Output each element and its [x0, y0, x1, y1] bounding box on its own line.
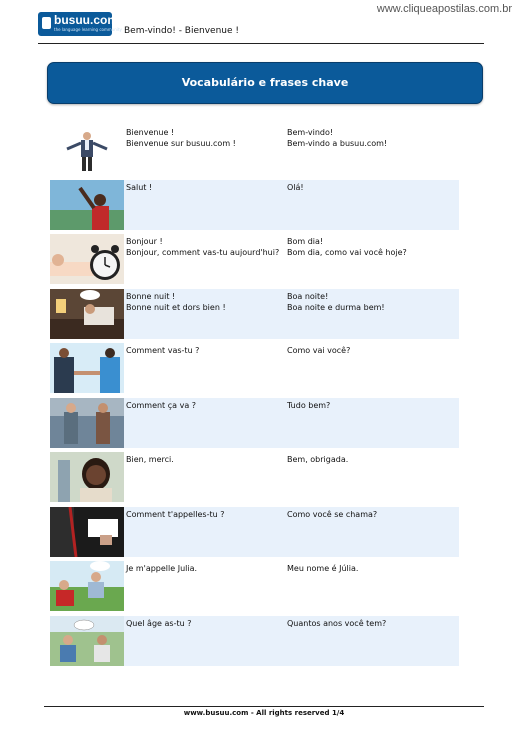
table-row	[50, 507, 459, 557]
portuguese-phrase	[287, 291, 457, 313]
portuguese-phrase-line: Meu nome é Júlia.	[287, 564, 359, 573]
header-title: Bem-vindo! - Bienvenue !	[124, 26, 240, 36]
french-phrase-line: Bienvenue !	[126, 128, 175, 137]
portuguese-phrase-line: Tudo bem?	[287, 400, 331, 410]
portuguese-phrase	[287, 345, 457, 356]
page-header	[38, 12, 484, 44]
portuguese-phrase-line: Bom dia, como vai você hoje?	[287, 248, 407, 257]
friends-on-grass-photo	[50, 561, 124, 611]
portuguese-phrase	[287, 182, 457, 193]
portuguese-phrase-line: Bem-vindo!	[287, 128, 334, 137]
table-row	[50, 452, 459, 502]
portuguese-phrase	[287, 400, 457, 411]
french-phrase-line: Je m'appelle Julia.	[126, 564, 198, 573]
french-phrase-line: Bonjour, comment vas-tu aujourd'hui?	[126, 248, 280, 257]
french-phrase	[126, 618, 286, 629]
logo-text: busuu.com	[54, 13, 119, 27]
table-row	[50, 561, 459, 611]
french-phrase-line: Bonjour !	[126, 237, 163, 246]
french-phrase	[126, 182, 286, 193]
french-phrase	[126, 563, 286, 574]
smiling-woman-photo	[50, 452, 124, 502]
alarm-clock-photo	[50, 234, 124, 284]
footer-text: www.busuu.com - All rights reserved 1/4	[183, 709, 345, 717]
vocabulary-table	[50, 125, 459, 670]
table-row	[50, 234, 459, 284]
portuguese-phrase-line: Bem, obrigada.	[287, 455, 349, 464]
section-banner	[47, 62, 483, 104]
french-phrase-line: Quel âge as-tu ?	[126, 618, 192, 628]
bedroom-photo	[50, 289, 124, 339]
portuguese-phrase-line: Quantos anos você tem?	[287, 618, 387, 628]
french-phrase-line: Bonne nuit et dors bien !	[126, 302, 226, 312]
french-phrase-line: Bienvenue sur busuu.com !	[126, 139, 236, 148]
french-phrase	[126, 291, 286, 313]
friends-with-speech-bubble-photo	[50, 616, 124, 666]
logo-tagline: the language learning community	[54, 27, 122, 32]
business-card-photo	[50, 507, 124, 557]
portuguese-phrase	[287, 509, 457, 520]
table-row	[50, 180, 459, 230]
table-row	[50, 125, 459, 175]
french-phrase-line: Comment ça va ?	[126, 400, 197, 410]
table-row	[50, 289, 459, 339]
table-row	[50, 616, 459, 666]
two-men-talking-photo	[50, 398, 124, 448]
man-waving-photo	[50, 180, 124, 230]
portuguese-phrase-line: Olá!	[287, 182, 304, 192]
table-row	[50, 343, 459, 393]
portuguese-phrase-line: Bom dia!	[287, 237, 324, 246]
french-phrase-line: Comment vas-tu ?	[126, 346, 200, 355]
french-phrase-line: Bonne nuit !	[126, 291, 176, 301]
portuguese-phrase-line: Boa noite e durma bem!	[287, 302, 385, 312]
french-phrase-line: Salut !	[126, 182, 153, 192]
portuguese-phrase-line: Bem-vindo a busuu.com!	[287, 139, 388, 148]
french-phrase-line: Bien, merci.	[126, 455, 174, 464]
french-phrase	[126, 400, 286, 411]
page-footer	[44, 706, 484, 717]
handshake-photo	[50, 343, 124, 393]
french-phrase-line: Comment t'appelles-tu ?	[126, 509, 225, 519]
portuguese-phrase-line: Como você se chama?	[287, 509, 378, 519]
watermark: www.cliqueapostilas.com.br	[376, 3, 512, 15]
portuguese-phrase-line: Como vai você?	[287, 346, 351, 355]
french-phrase	[126, 345, 286, 356]
french-phrase	[126, 127, 286, 149]
section-title: Vocabulário e frases chave	[181, 76, 349, 89]
busuu-logo	[38, 12, 122, 36]
french-phrase	[126, 509, 286, 520]
table-row	[50, 398, 459, 448]
french-phrase	[126, 236, 286, 258]
portuguese-phrase	[287, 618, 457, 629]
portuguese-phrase	[287, 236, 457, 258]
man-welcoming-photo	[50, 125, 124, 175]
logo-mark-icon	[42, 17, 51, 29]
portuguese-phrase	[287, 454, 457, 465]
portuguese-phrase	[287, 127, 457, 149]
portuguese-phrase-line: Boa noite!	[287, 291, 329, 301]
french-phrase	[126, 454, 286, 465]
portuguese-phrase	[287, 563, 457, 574]
